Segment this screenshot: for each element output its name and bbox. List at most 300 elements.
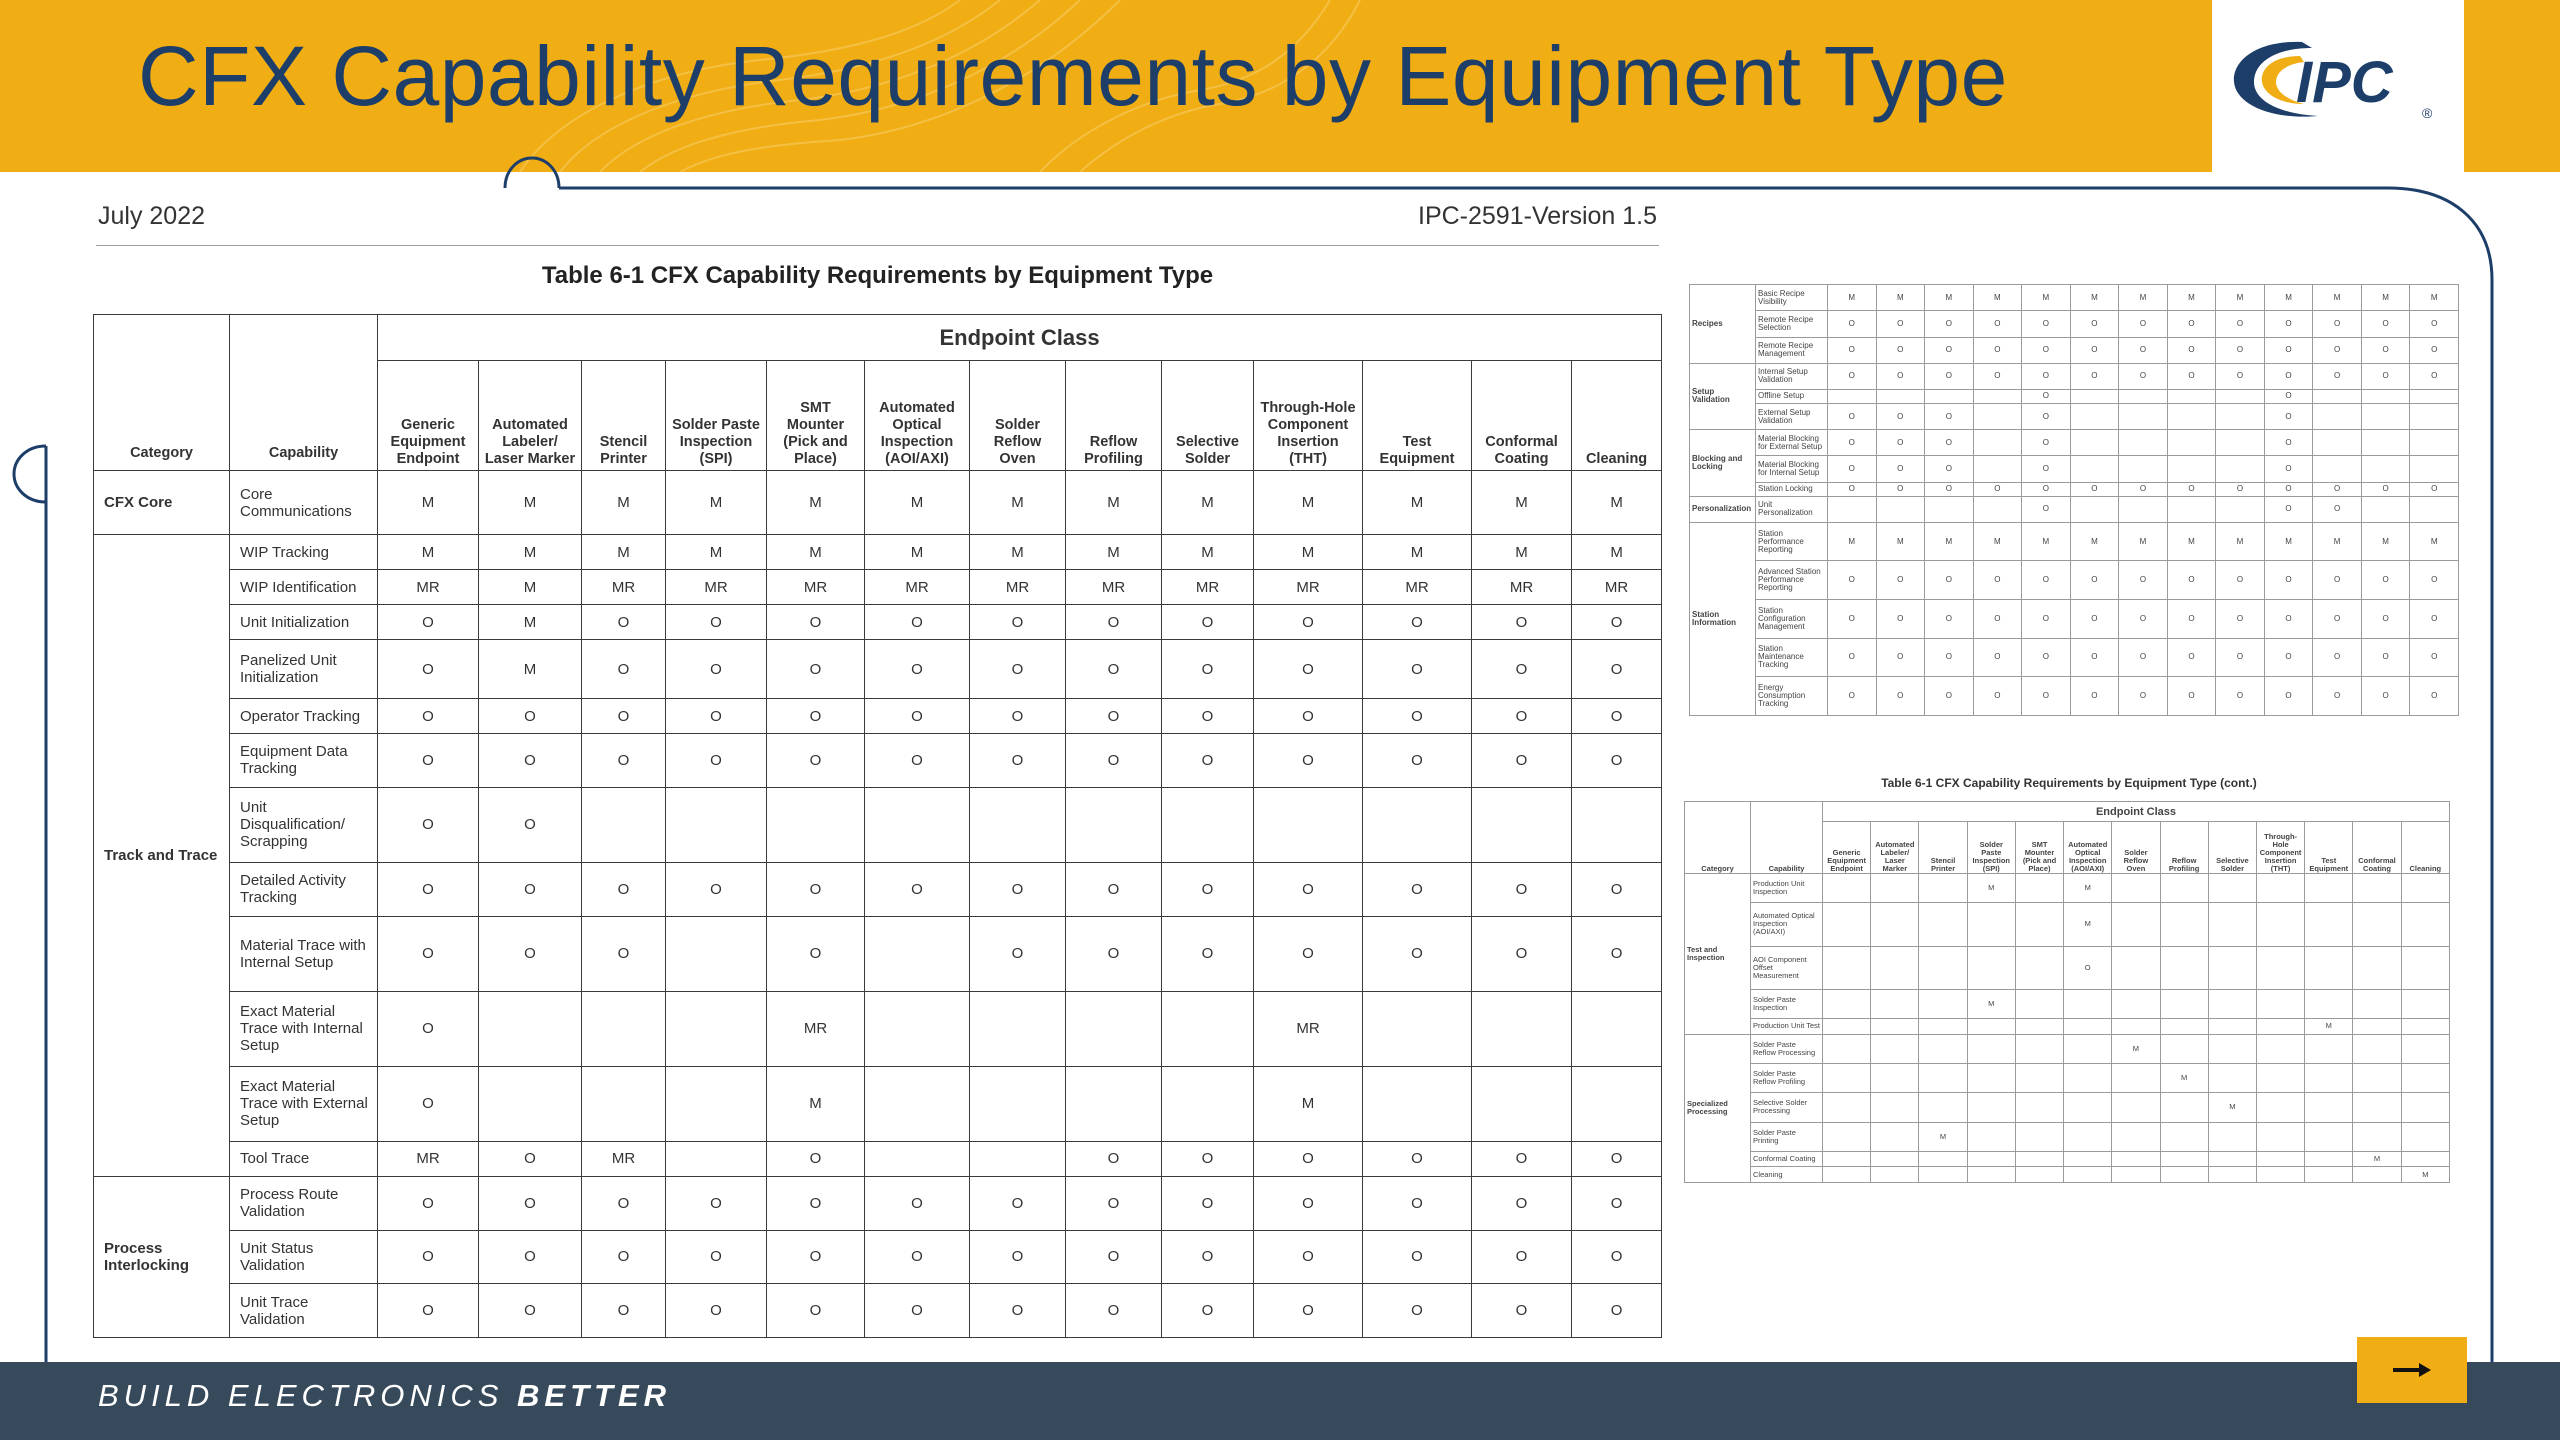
thumb-capability-cell: Station Locking xyxy=(1756,482,1828,496)
thumb-requirement-cell xyxy=(1828,496,1877,522)
thumb-requirement-cell: M xyxy=(1973,522,2022,561)
requirement-cell: O xyxy=(1162,916,1254,991)
thumb-requirement-cell: O xyxy=(2022,600,2071,639)
column-header: Stencil Printer xyxy=(582,361,666,471)
requirement-cell: MR xyxy=(1472,570,1572,605)
slide-title: CFX Capability Requirements by Equipment Type xyxy=(138,29,2008,123)
endpoint-class-header: Endpoint Class xyxy=(378,315,1662,361)
thumb-requirement-cell: M xyxy=(2112,1034,2160,1063)
thumb-requirement-cell xyxy=(2353,946,2401,989)
thumb-requirement-cell xyxy=(2410,390,2459,404)
thumb-requirement-cell xyxy=(2410,496,2459,522)
requirement-cell: O xyxy=(970,1230,1066,1284)
requirement-cell: O xyxy=(767,1230,865,1284)
thumb-column-header: Through-Hole Component Insertion (THT) xyxy=(2256,822,2304,874)
thumb-requirement-cell xyxy=(2256,946,2304,989)
requirement-cell: M xyxy=(1066,471,1162,535)
thumb-requirement-cell: M xyxy=(2160,1063,2208,1092)
requirement-cell: MR xyxy=(1254,991,1363,1066)
thumb-requirement-cell xyxy=(2015,1167,2063,1183)
requirement-cell: M xyxy=(1472,535,1572,570)
thumb-capability-cell: External Setup Validation xyxy=(1756,403,1828,429)
thumb-requirement-cell: M xyxy=(2064,903,2112,946)
column-header: Reflow Profiling xyxy=(1066,361,1162,471)
thumb-requirement-cell: M xyxy=(2119,522,2168,561)
thumb-category-cell: Specialized Processing xyxy=(1685,1034,1751,1182)
thumb-capability-cell: Automated Optical Inspection (AOI/AXI) xyxy=(1751,903,1823,946)
requirement-cell xyxy=(970,991,1066,1066)
table-row xyxy=(94,862,1662,916)
thumb-requirement-cell xyxy=(1871,903,1919,946)
requirement-cell: O xyxy=(1572,1230,1662,1284)
requirement-cell: O xyxy=(767,1176,865,1230)
thumb-requirement-cell: O xyxy=(2264,390,2313,404)
thumb-requirement-cell: O xyxy=(2022,430,2071,456)
thumb-requirement-cell xyxy=(2015,1122,2063,1151)
thumb-requirement-cell xyxy=(2015,1063,2063,1092)
thumb-requirement-cell: O xyxy=(2119,337,2168,363)
logo-registered-mark: ® xyxy=(2422,105,2433,121)
thumb-requirement-cell xyxy=(2160,903,2208,946)
requirement-cell: M xyxy=(666,535,767,570)
thumb-requirement-cell xyxy=(2216,496,2265,522)
thumb-requirement-cell xyxy=(2112,989,2160,1018)
thumb-requirement-cell xyxy=(1925,390,1974,404)
thumb-requirement-cell: M xyxy=(2410,522,2459,561)
requirement-cell xyxy=(666,1141,767,1176)
thumb-requirement-cell: O xyxy=(2410,363,2459,389)
capability-header: Capability xyxy=(230,315,378,471)
requirement-cell xyxy=(666,787,767,862)
thumb-requirement-cell: O xyxy=(2216,482,2265,496)
thumb-column-header: Cleaning xyxy=(2401,822,2449,874)
requirement-cell: O xyxy=(1472,916,1572,991)
thumb-requirement-cell xyxy=(1967,1034,2015,1063)
thumb-requirement-cell xyxy=(2401,1093,2449,1122)
table-row xyxy=(94,1141,1662,1176)
requirement-cell: O xyxy=(1572,605,1662,640)
thumb-requirement-cell: O xyxy=(2313,677,2362,716)
requirement-cell: O xyxy=(1254,699,1363,734)
thumb-requirement-cell: O xyxy=(1876,561,1925,600)
requirement-cell: M xyxy=(1254,471,1363,535)
thumb-requirement-cell xyxy=(1871,1063,1919,1092)
thumb-requirement-cell: M xyxy=(2070,522,2119,561)
thumb-requirement-cell xyxy=(2208,903,2256,946)
thumb-requirement-cell xyxy=(2112,1093,2160,1122)
thumb-category-cell: Blocking and Locking xyxy=(1690,430,1756,496)
requirement-cell: O xyxy=(1572,1141,1662,1176)
thumb-requirement-cell xyxy=(2353,1093,2401,1122)
requirement-cell: MR xyxy=(767,570,865,605)
thumb-requirement-cell: O xyxy=(2167,638,2216,677)
thumb-column-header: Reflow Profiling xyxy=(2160,822,2208,874)
thumb-requirement-cell: O xyxy=(1925,482,1974,496)
requirement-cell: O xyxy=(1572,916,1662,991)
requirement-cell: O xyxy=(1572,1284,1662,1338)
capability-cell: Unit Trace Validation xyxy=(230,1284,378,1338)
thumb-requirement-cell xyxy=(1973,430,2022,456)
thumb-requirement-cell: O xyxy=(2264,456,2313,482)
requirement-cell: O xyxy=(1254,916,1363,991)
thumb-requirement-cell: O xyxy=(1828,456,1877,482)
thumb-requirement-cell xyxy=(2208,1063,2256,1092)
thumb-requirement-cell xyxy=(2208,1151,2256,1167)
thumb-requirement-cell xyxy=(1967,1093,2015,1122)
requirement-cell: O xyxy=(1254,1230,1363,1284)
thumb-requirement-cell: M xyxy=(2353,1151,2401,1167)
requirement-cell xyxy=(666,916,767,991)
thumb-requirement-cell xyxy=(2208,1167,2256,1183)
thumb-requirement-cell xyxy=(1871,1019,1919,1035)
requirement-cell: M xyxy=(582,471,666,535)
thumb-requirement-cell xyxy=(2410,456,2459,482)
thumb-capability-cell: Solder Paste Reflow Profiling xyxy=(1751,1063,1823,1092)
thumb-requirement-cell: M xyxy=(2361,285,2410,311)
thumb-requirement-cell: O xyxy=(1876,430,1925,456)
thumb-column-header: Automated Labeler/ Laser Marker xyxy=(1871,822,1919,874)
thumb-requirement-cell xyxy=(1919,1151,1967,1167)
requirement-cell: O xyxy=(1363,1141,1472,1176)
requirement-cell: M xyxy=(865,535,970,570)
thumb-requirement-cell xyxy=(1871,946,1919,989)
thumb-requirement-cell: M xyxy=(1967,874,2015,903)
requirement-cell xyxy=(1162,1066,1254,1141)
thumb-requirement-cell: O xyxy=(2216,600,2265,639)
thumb-requirement-cell xyxy=(2305,1151,2353,1167)
requirement-cell: O xyxy=(582,605,666,640)
requirement-cell: O xyxy=(767,605,865,640)
requirement-cell xyxy=(1162,787,1254,862)
requirement-cell: MR xyxy=(666,570,767,605)
thumb-requirement-cell xyxy=(1871,1151,1919,1167)
thumb-requirement-cell xyxy=(1823,874,1871,903)
requirement-cell: O xyxy=(378,1066,479,1141)
tagline-bold: BETTER xyxy=(517,1378,672,1413)
requirement-cell xyxy=(1572,787,1662,862)
requirement-cell: O xyxy=(1066,699,1162,734)
requirement-cell: O xyxy=(1162,734,1254,788)
thumb-requirement-cell: O xyxy=(2361,337,2410,363)
requirement-cell xyxy=(767,787,865,862)
thumb-requirement-cell: M xyxy=(1925,285,1974,311)
thumb-requirement-cell xyxy=(1967,946,2015,989)
thumb-requirement-cell: O xyxy=(2022,311,2071,337)
thumb-requirement-cell xyxy=(1823,1151,1871,1167)
thumb-requirement-cell: O xyxy=(1828,311,1877,337)
thumb-requirement-cell: O xyxy=(2022,456,2071,482)
column-header: SMT Mounter (Pick and Place) xyxy=(767,361,865,471)
thumb-table-row xyxy=(1690,456,2459,482)
category-cell: Process Interlocking xyxy=(94,1176,230,1337)
requirement-cell: O xyxy=(1066,1230,1162,1284)
thumb-table-row xyxy=(1690,363,2459,389)
thumb-capability-cell: Selective Solder Processing xyxy=(1751,1093,1823,1122)
thumb-requirement-cell xyxy=(2160,1019,2208,1035)
thumb-requirement-cell: O xyxy=(2216,638,2265,677)
thumb-requirement-cell xyxy=(2256,1093,2304,1122)
requirement-cell xyxy=(1472,991,1572,1066)
thumb-requirement-cell: O xyxy=(1828,482,1877,496)
table-row xyxy=(94,605,1662,640)
thumb-capability-cell: Offline Setup xyxy=(1756,390,1828,404)
thumb-requirement-cell: O xyxy=(2119,638,2168,677)
thumb-requirement-cell: M xyxy=(2064,874,2112,903)
requirement-cell: MR xyxy=(1254,570,1363,605)
thumb-requirement-cell xyxy=(2015,989,2063,1018)
thumb-requirement-cell: O xyxy=(2361,482,2410,496)
column-header: Solder Reflow Oven xyxy=(970,361,1066,471)
thumb-requirement-cell xyxy=(2313,430,2362,456)
column-header: Automated Optical Inspection (AOI/AXI) xyxy=(865,361,970,471)
thumb-requirement-cell: O xyxy=(2022,561,2071,600)
requirement-cell: M xyxy=(1363,535,1472,570)
thumb-requirement-cell xyxy=(2305,1122,2353,1151)
requirement-cell: M xyxy=(1254,1066,1363,1141)
thumb-table-row xyxy=(1690,285,2459,311)
thumb-requirement-cell xyxy=(1823,1063,1871,1092)
requirement-cell: O xyxy=(1472,1176,1572,1230)
thumb-requirement-cell: O xyxy=(1925,403,1974,429)
thumb-requirement-cell: O xyxy=(2313,337,2362,363)
requirement-cell: O xyxy=(865,1230,970,1284)
thumb-requirement-cell: O xyxy=(2313,600,2362,639)
requirement-cell: O xyxy=(582,1284,666,1338)
requirement-cell xyxy=(865,991,970,1066)
requirement-cell: O xyxy=(1066,1176,1162,1230)
thumb-requirement-cell: O xyxy=(2216,363,2265,389)
thumb-requirement-cell: O xyxy=(1925,561,1974,600)
thumb-column-header: SMT Mounter (Pick and Place) xyxy=(2015,822,2063,874)
requirement-cell xyxy=(970,1141,1066,1176)
thumb-requirement-cell: O xyxy=(1973,363,2022,389)
thumb-requirement-cell xyxy=(2112,1151,2160,1167)
requirement-cell: O xyxy=(378,1284,479,1338)
thumb-requirement-cell xyxy=(2401,903,2449,946)
requirement-cell: O xyxy=(970,640,1066,699)
requirement-cell: MR xyxy=(582,570,666,605)
thumb-requirement-cell: O xyxy=(2167,363,2216,389)
thumb-requirement-cell xyxy=(2064,1167,2112,1183)
thumb-table-row xyxy=(1685,1151,2450,1167)
thumb-requirement-cell xyxy=(1967,1063,2015,1092)
thumb-requirement-cell: O xyxy=(1876,638,1925,677)
thumb-requirement-cell: O xyxy=(2361,677,2410,716)
thumb-requirement-cell: O xyxy=(2167,677,2216,716)
thumb-requirement-cell xyxy=(2064,1063,2112,1092)
thumb-column-header: Generic Equipment Endpoint xyxy=(1823,822,1871,874)
requirement-cell: O xyxy=(378,640,479,699)
requirement-cell: O xyxy=(865,734,970,788)
requirement-cell: O xyxy=(1066,916,1162,991)
thumb-capability-cell: Solder Paste Reflow Processing xyxy=(1751,1034,1823,1063)
thumb-requirement-cell xyxy=(2119,456,2168,482)
thumb-capability-header: Capability xyxy=(1751,802,1823,874)
requirement-cell: O xyxy=(1162,605,1254,640)
thumb-column-header: Automated Optical Inspection (AOI/AXI) xyxy=(2064,822,2112,874)
thumb-requirement-cell: O xyxy=(2361,311,2410,337)
requirement-cell: M xyxy=(970,535,1066,570)
table-row xyxy=(94,991,1662,1066)
requirement-cell: O xyxy=(1066,605,1162,640)
thumb-requirement-cell xyxy=(2410,403,2459,429)
thumb-requirement-cell: M xyxy=(2022,522,2071,561)
capability-cell: WIP Tracking xyxy=(230,535,378,570)
thumb-requirement-cell xyxy=(2256,874,2304,903)
thumb-requirement-cell xyxy=(2305,1093,2353,1122)
thumb-table-row xyxy=(1685,1167,2450,1183)
thumb-requirement-cell xyxy=(2160,946,2208,989)
thumb-requirement-cell xyxy=(1919,1063,1967,1092)
thumb-requirement-cell: O xyxy=(2022,638,2071,677)
thumb-requirement-cell xyxy=(2015,1093,2063,1122)
requirement-cell: O xyxy=(666,1230,767,1284)
thumb-requirement-cell xyxy=(1967,1122,2015,1151)
thumb-requirement-cell xyxy=(2353,1063,2401,1092)
thumb-requirement-cell xyxy=(1967,1167,2015,1183)
thumb-requirement-cell xyxy=(1823,1122,1871,1151)
thumb-requirement-cell xyxy=(2160,874,2208,903)
thumb-requirement-cell xyxy=(2064,1122,2112,1151)
requirement-cell xyxy=(1162,991,1254,1066)
requirement-cell xyxy=(666,991,767,1066)
requirement-cell: O xyxy=(1066,1284,1162,1338)
thumb-requirement-cell xyxy=(2208,1034,2256,1063)
thumb-requirement-cell: O xyxy=(2070,311,2119,337)
requirement-cell: O xyxy=(378,605,479,640)
requirement-cell: O xyxy=(479,862,582,916)
thumb-requirement-cell xyxy=(1973,403,2022,429)
requirement-cell: O xyxy=(666,640,767,699)
thumb-requirement-cell: O xyxy=(2167,311,2216,337)
requirement-cell: O xyxy=(1363,916,1472,991)
requirement-cell: O xyxy=(1472,640,1572,699)
requirement-cell: MR xyxy=(1162,570,1254,605)
thumb-requirement-cell: O xyxy=(1925,456,1974,482)
thumb-requirement-cell xyxy=(1973,496,2022,522)
thumb-requirement-cell xyxy=(2064,1093,2112,1122)
thumb-requirement-cell: O xyxy=(2119,311,2168,337)
thumb-category-cell: Station Information xyxy=(1690,522,1756,715)
thumb-requirement-cell: O xyxy=(2216,561,2265,600)
thumb-requirement-cell: M xyxy=(2216,522,2265,561)
requirement-cell: O xyxy=(865,699,970,734)
thumb-requirement-cell xyxy=(1823,903,1871,946)
requirement-cell: O xyxy=(666,1176,767,1230)
thumb-requirement-cell xyxy=(2070,403,2119,429)
column-header: Conformal Coating xyxy=(1472,361,1572,471)
thumb-requirement-cell: O xyxy=(2022,403,2071,429)
thumb-requirement-cell xyxy=(2015,874,2063,903)
capability-cell: Unit Disqualification/ Scrapping xyxy=(230,787,378,862)
requirement-cell: O xyxy=(865,640,970,699)
requirement-cell xyxy=(1363,1066,1472,1141)
thumb-requirement-cell: O xyxy=(2264,482,2313,496)
requirement-cell: O xyxy=(1472,699,1572,734)
thumb-requirement-cell: O xyxy=(1828,677,1877,716)
thumb-requirement-cell xyxy=(2216,456,2265,482)
thumb-category-header: Category xyxy=(1685,802,1751,874)
requirement-cell: O xyxy=(378,862,479,916)
requirement-cell: O xyxy=(1162,1284,1254,1338)
thumb-capability-cell: AOI Component Offset Measurement xyxy=(1751,946,1823,989)
thumb-requirement-cell: O xyxy=(1925,430,1974,456)
requirement-cell xyxy=(1363,787,1472,862)
thumb-requirement-cell xyxy=(1919,946,1967,989)
requirement-cell: O xyxy=(1472,1230,1572,1284)
thumb-requirement-cell: O xyxy=(1973,311,2022,337)
thumb-requirement-cell xyxy=(1823,989,1871,1018)
thumb-requirement-cell xyxy=(2112,1063,2160,1092)
requirement-cell: O xyxy=(1254,1284,1363,1338)
requirement-cell: O xyxy=(865,862,970,916)
requirement-cell: M xyxy=(1254,535,1363,570)
thumb-requirement-cell: O xyxy=(1973,638,2022,677)
thumb-requirement-cell xyxy=(2353,903,2401,946)
requirement-cell: M xyxy=(767,471,865,535)
thumb-requirement-cell: O xyxy=(2410,337,2459,363)
thumb-requirement-cell: O xyxy=(2070,337,2119,363)
thumb-requirement-cell xyxy=(2112,874,2160,903)
requirement-cell: O xyxy=(1162,862,1254,916)
thumb-requirement-cell xyxy=(2361,456,2410,482)
thumb-requirement-cell: O xyxy=(2264,430,2313,456)
requirement-cell: O xyxy=(1066,1141,1162,1176)
thumb-requirement-cell xyxy=(2401,1034,2449,1063)
capability-cell: Unit Status Validation xyxy=(230,1230,378,1284)
column-header: Test Equipment xyxy=(1363,361,1472,471)
requirement-cell: M xyxy=(378,471,479,535)
thumb-requirement-cell: O xyxy=(1876,482,1925,496)
requirement-cell xyxy=(1066,991,1162,1066)
thumb-table-row xyxy=(1690,600,2459,639)
document-version: IPC-2591-Version 1.5 xyxy=(1418,202,1658,230)
thumb-requirement-cell: M xyxy=(1919,1122,1967,1151)
capability-cell: WIP Identification xyxy=(230,570,378,605)
requirement-cell: O xyxy=(1162,1176,1254,1230)
requirement-cell: M xyxy=(1162,535,1254,570)
requirement-cell: O xyxy=(1254,1176,1363,1230)
thumb-requirement-cell: O xyxy=(1973,561,2022,600)
thumb-requirement-cell: M xyxy=(1828,285,1877,311)
capability-cell: Exact Material Trace with Internal Setup xyxy=(230,991,378,1066)
thumb-category-cell: Personalization xyxy=(1690,496,1756,522)
requirement-cell: O xyxy=(767,734,865,788)
thumb-requirement-cell xyxy=(2119,430,2168,456)
thumb-requirement-cell xyxy=(2208,946,2256,989)
thumb-requirement-cell xyxy=(2305,903,2353,946)
requirement-cell: O xyxy=(1162,640,1254,699)
thumb-table-row xyxy=(1690,482,2459,496)
thumb-requirement-cell: O xyxy=(1973,677,2022,716)
requirement-cell: O xyxy=(479,1141,582,1176)
requirement-cell: O xyxy=(970,1284,1066,1338)
thumb-requirement-cell: M xyxy=(1925,522,1974,561)
thumb-requirement-cell xyxy=(1919,903,1967,946)
requirement-cell: O xyxy=(1363,699,1472,734)
thumb-requirement-cell xyxy=(2112,946,2160,989)
requirement-cell: O xyxy=(1572,699,1662,734)
thumbnail-table-top xyxy=(1689,284,2459,716)
requirement-cell: O xyxy=(479,734,582,788)
requirement-cell: O xyxy=(1363,862,1472,916)
requirement-cell: O xyxy=(1066,862,1162,916)
thumb-requirement-cell: O xyxy=(2313,482,2362,496)
requirement-cell: O xyxy=(865,1284,970,1338)
thumb-requirement-cell xyxy=(2256,1122,2304,1151)
thumb-requirement-cell xyxy=(2015,903,2063,946)
next-slide-button[interactable] xyxy=(2357,1337,2467,1403)
